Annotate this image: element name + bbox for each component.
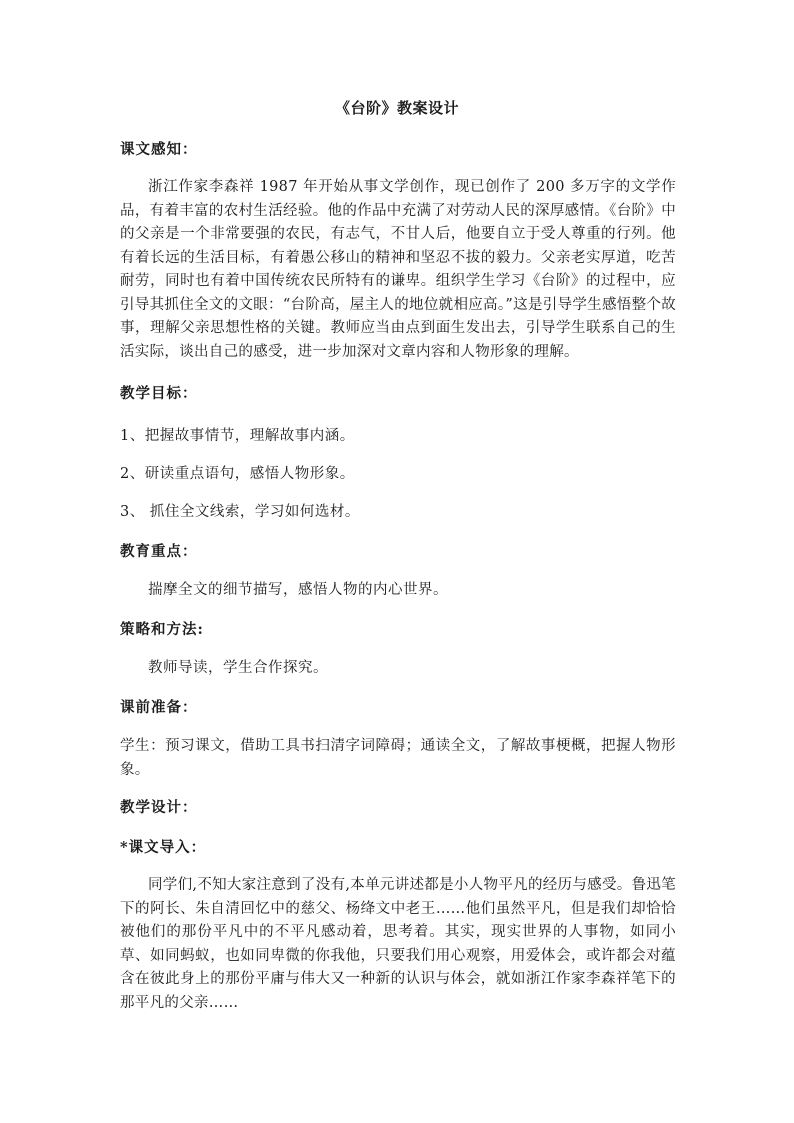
heading-focus: 教育重点： (120, 543, 198, 560)
strategy-text: 教师导读，学生合作探究。 (148, 660, 328, 676)
heading-strategy: 策略和方法: (120, 621, 204, 638)
focus-text: 揣摩全文的细节描写，感悟人物的内心世界。 (148, 582, 448, 598)
heading-design: 教学设计： (120, 799, 198, 816)
heading-preparation: 课前准备： (120, 699, 198, 716)
goal-item-1: 1、把握故事情节，理解故事内涵。 (120, 428, 355, 444)
preparation-text: 学生：预习课文，借助工具书扫清字词障碍；通读全文，了解故事梗概，把握人物形象。 (120, 738, 676, 778)
goal-item-2: 2、研读重点语句，感悟人物形象。 (120, 466, 355, 482)
paragraph-intro: 同学们,不知大家注意到了没有,本单元讲述都是小人物平凡的经历与感受。鲁迅笔下的阿长、朱自清回忆中的慈父、杨绛文中老王……他们虽然平凡，但是我们却恰恰被他们的那份平凡中的不平凡感动着，思考着。其实，现实世界的人事物，如同小草、如同蚂蚁，也如同卑微的你我他，只要我们用心观察，用爱体会，或许都会对蕴含在彼此身上的那份平庸与伟大又一种新的认识与体会，就如浙江作家李森祥笔下的那平凡的父亲…… (120, 877, 676, 1011)
paragraph-text-feel: 浙江作家李森祥 1987 年开始从事文学创作，现已创作了 200 多万字的文学作品，有着丰富的农村生活经验。他的作品中充满了对劳动人民的深厚感情。《台阶》中的父亲是一个非常要强的农民，有志气，不甘人后，他要自立于受人尊重的行列。他有着长远的生活目标，有着愚公移山的精神和坚忍不拔的毅力。父亲老实厚道，吃苦耐劳，同时也有着中国传统农民所特有的谦卑。组织学生学习《台阶》的过程中，应引导其抓住全文的文眼：“台阶高，屋主人的地位就相应高。”这是引导学生感悟整个故事，理解父亲思想性格的关键。教师应当由点到面生发出去，引导学生联系自己的生活实际，谈出自己的感受，进一步加深对文章内容和人物形象的理解。 (120, 179, 676, 360)
heading-intro: *课文导入： (120, 839, 207, 856)
heading-text-feel: 课文感知： (120, 141, 198, 158)
heading-goals: 教学目标： (120, 385, 198, 402)
document-title: 《台阶》教案设计 (334, 99, 459, 117)
goal-item-3: 3、 抓住全文线索，学习如何选材。 (120, 504, 360, 520)
